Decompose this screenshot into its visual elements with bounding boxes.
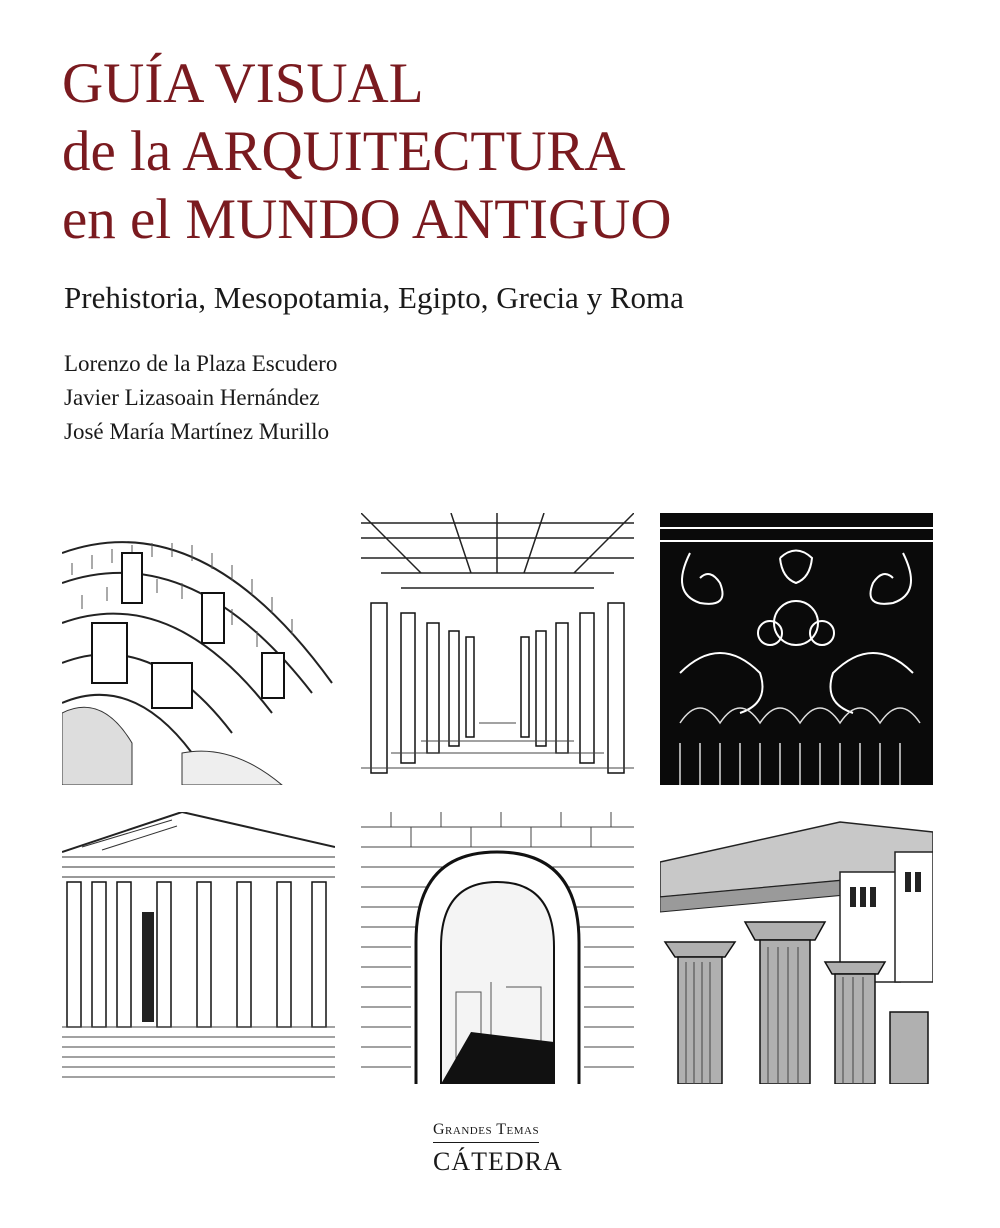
stone-arch-illustration (361, 812, 634, 1084)
amphitheater-cutaway-illustration (62, 513, 335, 785)
roman-temple-illustration (62, 812, 335, 1084)
book-title (62, 50, 672, 254)
hypostyle-hall-illustration (361, 513, 634, 785)
title-line-3: en el MUNDO ANTIGUO (62, 188, 672, 251)
title-line-2: de la ARQUITECTURA (62, 120, 626, 183)
title-line-1: GUÍA VISUAL (62, 52, 424, 115)
egyptian-columns-illustration (660, 812, 933, 1084)
author-name: José María Martínez Murillo (64, 419, 330, 444)
publisher-logo (433, 1121, 563, 1177)
author-name: Lorenzo de la Plaza Escudero (64, 351, 338, 376)
author-list (64, 347, 337, 449)
corinthian-capital-illustration (660, 513, 933, 785)
publisher-name: CÁTEDRA (433, 1147, 563, 1176)
book-subtitle: Prehistoria, Mesopotamia, Egipto, Grecia y Roma (64, 280, 684, 315)
author-name: Javier Lizasoain Hernández (64, 385, 320, 410)
series-name: Grandes Temas (433, 1121, 539, 1143)
